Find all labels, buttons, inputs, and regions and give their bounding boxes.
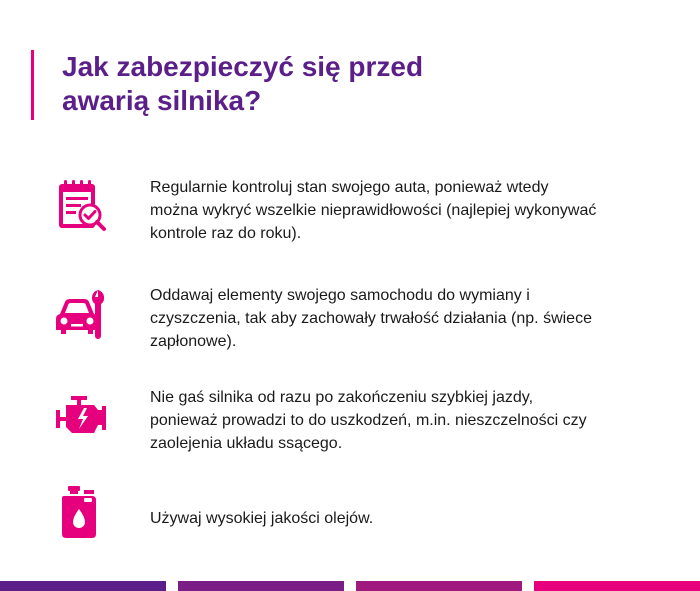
page-title-line-2: awarią silnika? (62, 85, 262, 116)
calendar-check-icon (54, 178, 110, 234)
tip-text: Regularnie kontroluj stan swojego auta, ponieważ wtedy można wykryć wszelkie nieprawidłowości (najlepiej wykonywać kontrole raz do roku). (150, 179, 597, 242)
title-accent-bar (31, 50, 34, 120)
car-wrench-icon (54, 286, 110, 342)
oil-canister-icon (54, 484, 110, 540)
engine-icon (54, 388, 110, 444)
bottom-color-bars (0, 581, 700, 591)
bottom-bar-segment (356, 581, 522, 591)
bottom-bar-segment (178, 581, 344, 591)
bottom-bar-segment (0, 581, 166, 591)
bottom-bar-segment (534, 581, 700, 591)
page-title (62, 50, 622, 118)
page-title-line-1: Jak zabezpieczyć się przed (62, 51, 424, 82)
tip-text: Oddawaj elementy swojego samochodu do wymiany i czyszczenia, tak aby zachowały trwałość działania (np. świece zapłonowe). (150, 287, 592, 350)
tip-text: Nie gaś silnika od razu po zakończeniu szybkiej jazdy, ponieważ prowadzi to do uszkodzeń, m.in. nieszczelności czy zaolejenia układu ssącego. (150, 389, 587, 452)
tip-text: Używaj wysokiej jakości olejów. (150, 510, 374, 527)
